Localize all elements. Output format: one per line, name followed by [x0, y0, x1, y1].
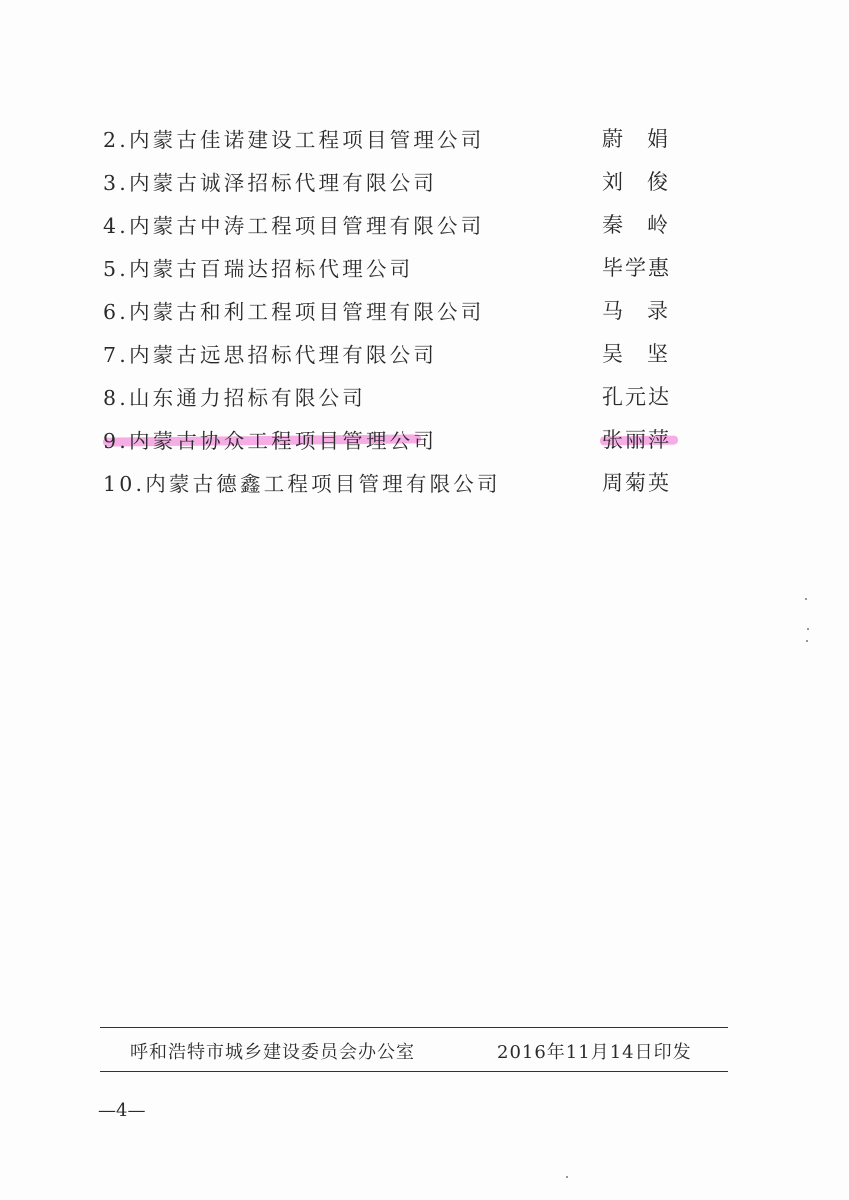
page-number: —4—: [98, 1100, 146, 1121]
scan-speck: [807, 628, 809, 630]
company-name: 8.山东通力招标有限公司: [103, 386, 366, 410]
list-item: [0, 246, 849, 288]
company-name: 3.内蒙古诚泽招标代理有限公司: [103, 171, 438, 195]
contact-name: 毕学惠: [602, 256, 671, 280]
list-item-highlighted: [0, 418, 849, 460]
scan-speck: [806, 640, 808, 642]
list-item: [0, 332, 849, 374]
contact-name: 周菊英: [602, 471, 671, 495]
company-name: 7.内蒙古远思招标代理有限公司: [103, 343, 438, 367]
footer-bottom-rule: [100, 1071, 728, 1072]
contact-name: 孔元达: [602, 385, 671, 409]
company-name: 5.内蒙古百瑞达招标代理公司: [103, 257, 414, 281]
list-item: [0, 461, 849, 503]
contact-name: 吴坚: [602, 342, 692, 366]
list-item: [0, 160, 849, 202]
contact-name: 蔚娟: [602, 127, 692, 151]
contact-name: 刘俊: [602, 170, 692, 194]
footer-top-rule: [100, 1027, 728, 1028]
list-item: [0, 289, 849, 331]
company-name: 9.内蒙古协众工程项目管理公司: [103, 429, 438, 453]
list-item: [0, 203, 849, 245]
company-name: 4.内蒙古中涛工程项目管理有限公司: [103, 214, 485, 238]
list-item: [0, 117, 849, 159]
company-name: 10.内蒙古德鑫工程项目管理有限公司: [103, 472, 501, 496]
scan-speck: [566, 1176, 568, 1178]
contact-name: 马录: [602, 299, 692, 323]
footer-issuer: 呼和浩特市城乡建设委员会办公室: [130, 1042, 415, 1063]
company-name: 2.内蒙古佳诺建设工程项目管理公司: [103, 128, 485, 152]
list-item: [0, 375, 849, 417]
footer-date: 2016年11月14日印发: [497, 1042, 692, 1063]
company-name: 6.内蒙古和利工程项目管理有限公司: [103, 300, 485, 324]
scan-speck: [805, 598, 807, 600]
contact-name: 秦岭: [602, 213, 692, 237]
contact-name: 张丽萍: [602, 428, 671, 452]
